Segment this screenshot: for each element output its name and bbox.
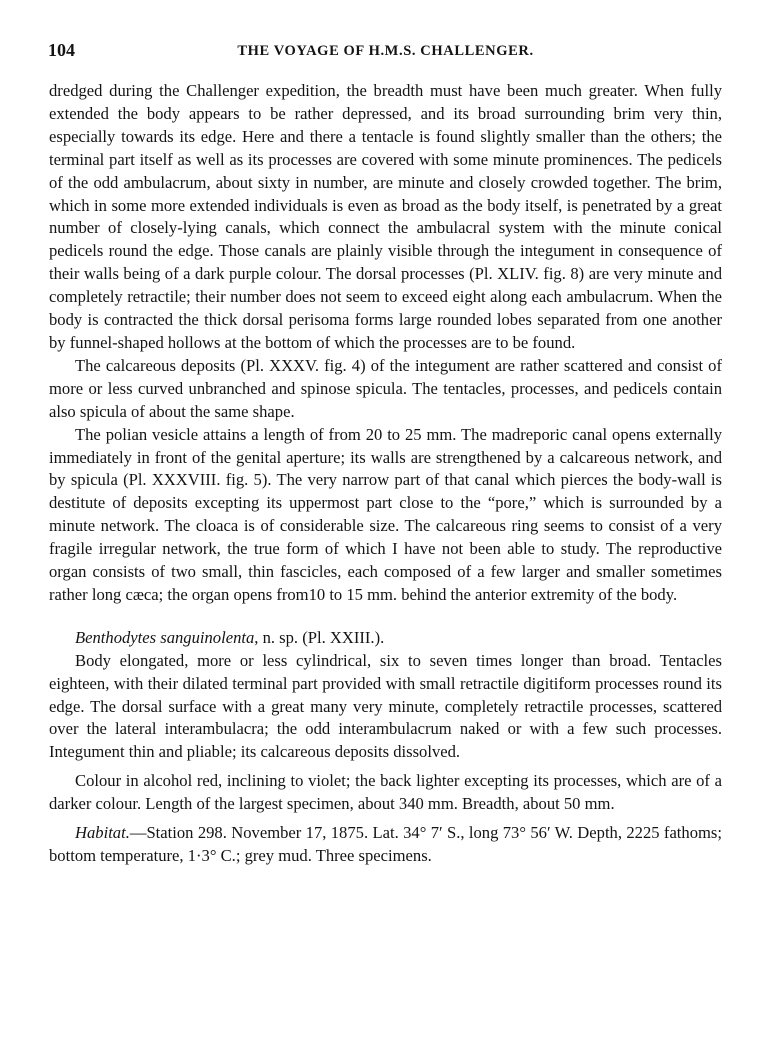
species-habitat — [49, 822, 722, 868]
species-colour: Colour in alcohol red, inclining to violet; the back lighter excepting its processes, which are of a darker colour. Length of the largest specimen, about 340 mm. Breadth, about 50 mm. — [49, 771, 722, 814]
species-description: Body elongated, more or less cylindrical, six to seven times longer than broad. Tentacles eighteen, with their dilated terminal part provided with small retractile digitiform processes round its edge. The dorsal surface with a great many very minute, completely retractile processes, scattered over the lateral interambulacra; the odd interambulacrum naked or with a few such processes. Integument thin and pliable; its calcareous deposits dissolved. — [49, 650, 722, 762]
page-body — [49, 80, 722, 868]
habitat-label: Habitat. — [75, 823, 130, 843]
paragraph-continued: dredged during the Challenger expedition, the breadth must have been much greater. When fully extended the body appears to be rather depressed, and its broad surrounding brim very thin, especially towards its edge. Here and there a tentacle is found slightly smaller than the others; the terminal part itself as well as its processes are covered with some minute prominences. The pedicels of the odd ambulacrum, about sixty in number, are minute and closely crowded together. The brim, which in some more extended individuals is even as broad as the body itself, is penetrated by a great number of closely-lying canals, which connect the ambulacral system with the minute conical pedicels round the edge. Those canals are plainly visible through the integument in consequence of their walls being of a dark purple colour. The dorsal processes (Pl. XLIV. fig. 8) are very minute and completely retractile; their number does not seem to exceed eight along each ambulacrum. When the body is contracted the thick dorsal perisoma forms large rounded lobes separated from one another by funnel-shaped hollows at the bottom of which the processes are to be found. — [49, 81, 722, 352]
section-gap — [49, 607, 722, 627]
page-number: 104 — [48, 40, 75, 60]
paragraph-calcareous-deposits: The calcareous deposits (Pl. XXXV. fig. 4) of the integument are rather scattered and consist of more or less curved unbranched and spinose spicula. The tentacles, processes, and pedicels contain also spicula of about the same shape. — [49, 355, 722, 421]
species-heading — [49, 627, 722, 650]
running-title: THE VOYAGE OF H.M.S. CHALLENGER. — [237, 43, 534, 59]
species-name: Benthodytes sanguinolenta — [75, 627, 255, 647]
paragraph-polian-vesicle: The polian vesicle attains a length of from 20 to 25 mm. The madreporic canal opens externally immediately in front of the genital aperture; its walls are strengthened by a calcareous network, and by spicula (Pl. XXXVIII. fig. 5). The very narrow part of that canal which pierces the body-wall is destitute of deposits excepting its uppermost part close to the “pore,” which is surrounded by a minute network. The cloaca is of considerable size. The calcareous ring seems to consist of a very fragile irregular network, the true form of which I have not been able to study. The reproductive organ consists of two small, thin fascicles, each composed of a few larger and smaller sometimes rather long cæca; the organ opens from10 to 15 mm. behind the anterior extremity of the body. — [49, 424, 722, 604]
habitat-text: —Station 298. November 17, 1875. Lat. 34° 7′ S., long 73° 56′ W. Depth, 2225 fathoms; bottom temperature, 1·3° C.; grey mud. Three specimens. — [49, 823, 722, 865]
species-heading-suffix: , n. sp. (Pl. XXIII.). — [254, 627, 385, 647]
page-header — [48, 40, 723, 64]
